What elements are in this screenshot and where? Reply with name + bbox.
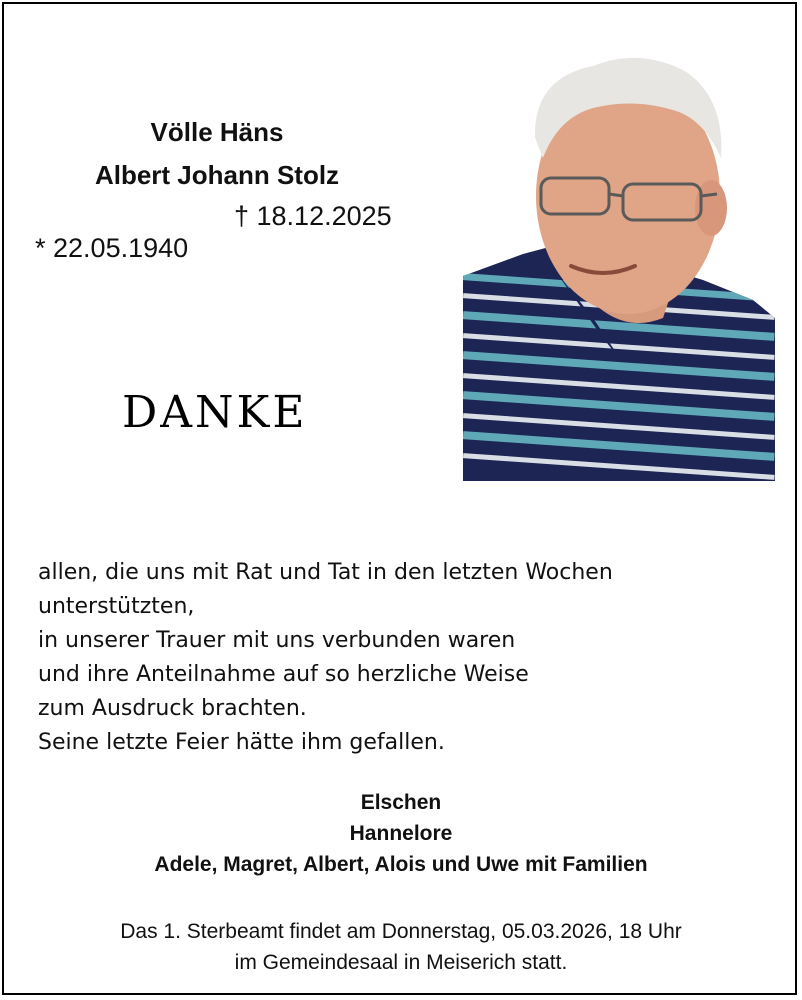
portrait-photo [463,18,775,481]
message-text [38,556,613,760]
message-line: allen, die uns mit Rat und Tat in den letzten Wochen [38,560,613,585]
notice-line: im Gemeindesaal in Meiserich statt. [234,951,568,974]
signer-line: Elschen [360,791,442,814]
signer-line: Adele, Magret, Albert, Alois und Uwe mit Familien [154,853,648,876]
deceased-full-name: Albert Johann Stolz [94,160,340,190]
life-dates [20,200,392,296]
birth-date: * 22.05.1940 [35,233,189,263]
headline-danke: DANKE [122,387,308,438]
service-notice [0,916,802,978]
deceased-nickname: Völle Häns [150,117,284,147]
message-line: Seine letzte Feier hätte ihm gefallen. [38,730,445,755]
signer-line: Hannelore [349,822,453,845]
message-line: unterstützten, [38,594,195,619]
signers-block [0,787,802,880]
notice-line: Das 1. Sterbeamt findet am Donnerstag, 05.03.2026, 18 Uhr [120,920,682,943]
death-date: † 18.12.2025 [234,201,392,231]
message-line: zum Ausdruck brachten. [38,696,307,721]
message-line: in unserer Trauer mit uns verbunden waren [38,628,516,653]
message-line: und ihre Anteilnahme auf so herzliche Weise [38,662,529,687]
